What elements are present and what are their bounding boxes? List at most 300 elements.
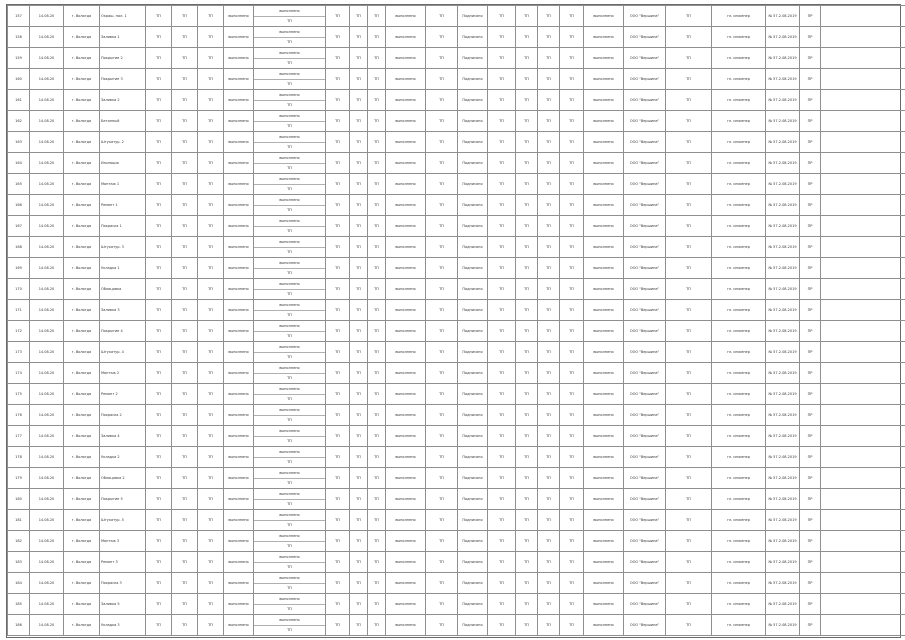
row-code: ПР <box>800 258 821 279</box>
row-date: 14.08.20 <box>30 279 64 300</box>
row-action: выполнено <box>224 258 254 279</box>
table-row <box>8 552 905 573</box>
row-number: 182 <box>8 531 30 552</box>
row-subcell-top: выполнено <box>254 279 325 290</box>
register-table <box>7 5 905 636</box>
row-mark-l: ТП <box>666 489 712 510</box>
row-date: 14.08.20 <box>30 321 64 342</box>
row-responsible: гл. инженер <box>712 594 766 615</box>
row-city: г. Вологда <box>64 174 100 195</box>
row-mark-h: ТП <box>488 27 516 48</box>
row-mark-h: ТП <box>488 552 516 573</box>
row-subcell-bottom: ТП <box>287 19 292 23</box>
row-status: Подписано <box>458 111 488 132</box>
row-action-b: выполнено <box>386 300 426 321</box>
row-mark-k: ТП <box>560 153 584 174</box>
row-date: 14.08.20 <box>30 363 64 384</box>
row-subcell <box>254 321 326 342</box>
row-responsible: гл. инженер <box>712 48 766 69</box>
row-mark-a: ТП <box>146 258 172 279</box>
row-mark-a: ТП <box>146 279 172 300</box>
row-subcell <box>254 216 326 237</box>
row-mark-h: ТП <box>488 195 516 216</box>
row-mark-b: ТП <box>172 279 198 300</box>
row-subcell-top: выполнено <box>254 468 325 479</box>
row-empty <box>821 69 905 90</box>
row-subcell <box>254 6 326 27</box>
row-date: 14.08.20 <box>30 552 64 573</box>
row-mark-g: ТП <box>426 426 458 447</box>
row-mark-f: ТП <box>368 363 386 384</box>
row-supplier: ООО "Вершина" <box>624 132 666 153</box>
row-action: выполнено <box>224 69 254 90</box>
row-mark-e: ТП <box>350 27 368 48</box>
row-status: Подписано <box>458 300 488 321</box>
row-date: 14.08.20 <box>30 153 64 174</box>
row-mark-d: ТП <box>326 489 350 510</box>
row-mark-e: ТП <box>350 573 368 594</box>
row-subcell-bottom: ТП <box>287 523 292 527</box>
row-mark-d: ТП <box>326 300 350 321</box>
row-action-c: выполнено <box>584 279 624 300</box>
row-action-b: выполнено <box>386 279 426 300</box>
row-mark-a: ТП <box>146 90 172 111</box>
row-mark-e: ТП <box>350 90 368 111</box>
row-mark-d: ТП <box>326 384 350 405</box>
row-code: ПР <box>800 447 821 468</box>
row-object: Покраска 2 <box>100 405 146 426</box>
row-mark-g: ТП <box>426 510 458 531</box>
row-mark-a: ТП <box>146 405 172 426</box>
row-action-c: выполнено <box>584 321 624 342</box>
row-subcell <box>254 594 326 615</box>
row-mark-j: ТП <box>538 90 560 111</box>
row-mark-d: ТП <box>326 594 350 615</box>
row-subcell-bottom: ТП <box>287 313 292 317</box>
row-city: г. Вологда <box>64 90 100 111</box>
row-mark-f: ТП <box>368 447 386 468</box>
row-empty <box>821 132 905 153</box>
row-mark-e: ТП <box>350 447 368 468</box>
row-mark-g: ТП <box>426 174 458 195</box>
row-action-b: выполнено <box>386 405 426 426</box>
row-city: г. Вологда <box>64 573 100 594</box>
row-subcell-top: выполнено <box>254 258 325 269</box>
row-mark-i: ТП <box>516 258 538 279</box>
row-subcell-bottom: ТП <box>287 61 292 65</box>
row-empty <box>821 6 905 27</box>
row-mark-i: ТП <box>516 48 538 69</box>
row-mark-h: ТП <box>488 573 516 594</box>
row-code: ПР <box>800 174 821 195</box>
row-empty <box>821 363 905 384</box>
row-mark-l: ТП <box>666 342 712 363</box>
row-mark-a: ТП <box>146 69 172 90</box>
row-subcell-bottom: ТП <box>287 250 292 254</box>
row-city: г. Вологда <box>64 363 100 384</box>
row-empty <box>821 111 905 132</box>
row-code: ПР <box>800 531 821 552</box>
row-supplier: ООО "Вершина" <box>624 279 666 300</box>
row-responsible: гл. инженер <box>712 468 766 489</box>
row-object: Облицовка <box>100 279 146 300</box>
row-date: 14.08.20 <box>30 342 64 363</box>
row-mark-l: ТП <box>666 531 712 552</box>
row-status: Подписано <box>458 573 488 594</box>
row-responsible: гл. инженер <box>712 552 766 573</box>
row-mark-d: ТП <box>326 510 350 531</box>
row-city: г. Вологда <box>64 216 100 237</box>
row-subcell-bottom: ТП <box>287 103 292 107</box>
row-subcell-bottom: ТП <box>287 565 292 569</box>
row-mark-f: ТП <box>368 426 386 447</box>
row-supplier: ООО "Вершина" <box>624 195 666 216</box>
row-mark-g: ТП <box>426 384 458 405</box>
row-mark-f: ТП <box>368 27 386 48</box>
row-mark-j: ТП <box>538 615 560 636</box>
row-mark-k: ТП <box>560 594 584 615</box>
row-mark-l: ТП <box>666 384 712 405</box>
row-mark-i: ТП <box>516 111 538 132</box>
row-action-c: выполнено <box>584 531 624 552</box>
row-mark-k: ТП <box>560 27 584 48</box>
row-status: Подписано <box>458 48 488 69</box>
row-mark-j: ТП <box>538 594 560 615</box>
row-action-b: выполнено <box>386 468 426 489</box>
row-mark-j: ТП <box>538 153 560 174</box>
row-action: выполнено <box>224 489 254 510</box>
row-mark-g: ТП <box>426 321 458 342</box>
row-empty <box>821 552 905 573</box>
row-object: Заливка 3 <box>100 300 146 321</box>
row-mark-i: ТП <box>516 384 538 405</box>
row-empty <box>821 615 905 636</box>
row-mark-f: ТП <box>368 489 386 510</box>
row-mark-i: ТП <box>516 489 538 510</box>
row-action-c: выполнено <box>584 237 624 258</box>
row-mark-g: ТП <box>426 300 458 321</box>
row-status: Подписано <box>458 510 488 531</box>
row-object: Штукатур. 4 <box>100 342 146 363</box>
row-reference: № 57.2.08.2019 <box>766 405 800 426</box>
row-mark-i: ТП <box>516 552 538 573</box>
row-mark-e: ТП <box>350 468 368 489</box>
row-mark-f: ТП <box>368 237 386 258</box>
row-mark-i: ТП <box>516 174 538 195</box>
row-action: выполнено <box>224 279 254 300</box>
row-mark-e: ТП <box>350 69 368 90</box>
row-supplier: ООО "Вершина" <box>624 111 666 132</box>
row-subcell-top: выполнено <box>254 321 325 332</box>
row-mark-d: ТП <box>326 615 350 636</box>
row-mark-j: ТП <box>538 468 560 489</box>
row-mark-c: ТП <box>198 195 224 216</box>
table-row <box>8 426 905 447</box>
row-mark-e: ТП <box>350 300 368 321</box>
row-reference: № 57.2.08.2019 <box>766 195 800 216</box>
row-action: выполнено <box>224 195 254 216</box>
row-number: 162 <box>8 111 30 132</box>
row-subcell <box>254 90 326 111</box>
row-mark-d: ТП <box>326 27 350 48</box>
row-subcell <box>254 69 326 90</box>
row-empty <box>821 573 905 594</box>
row-mark-c: ТП <box>198 69 224 90</box>
row-mark-b: ТП <box>172 300 198 321</box>
row-reference: № 57.2.08.2019 <box>766 27 800 48</box>
row-mark-c: ТП <box>198 279 224 300</box>
row-number: 176 <box>8 405 30 426</box>
row-mark-g: ТП <box>426 531 458 552</box>
row-action-b: выполнено <box>386 615 426 636</box>
row-mark-i: ТП <box>516 300 538 321</box>
row-action-b: выполнено <box>386 237 426 258</box>
row-mark-k: ТП <box>560 174 584 195</box>
row-responsible: гл. инженер <box>712 384 766 405</box>
row-mark-i: ТП <box>516 615 538 636</box>
row-mark-b: ТП <box>172 342 198 363</box>
row-mark-c: ТП <box>198 237 224 258</box>
row-supplier: ООО "Вершина" <box>624 405 666 426</box>
row-action: выполнено <box>224 405 254 426</box>
row-mark-e: ТП <box>350 111 368 132</box>
row-mark-b: ТП <box>172 552 198 573</box>
table-row <box>8 489 905 510</box>
row-code: ПР <box>800 405 821 426</box>
row-mark-h: ТП <box>488 363 516 384</box>
row-mark-i: ТП <box>516 363 538 384</box>
row-subcell-bottom: ТП <box>287 481 292 485</box>
row-mark-a: ТП <box>146 237 172 258</box>
row-mark-h: ТП <box>488 405 516 426</box>
row-reference: № 57.2.08.2019 <box>766 489 800 510</box>
row-mark-j: ТП <box>538 111 560 132</box>
row-mark-d: ТП <box>326 195 350 216</box>
row-mark-c: ТП <box>198 594 224 615</box>
row-code: ПР <box>800 27 821 48</box>
row-status: Подписано <box>458 6 488 27</box>
row-mark-b: ТП <box>172 27 198 48</box>
row-responsible: гл. инженер <box>712 90 766 111</box>
row-mark-a: ТП <box>146 573 172 594</box>
row-mark-k: ТП <box>560 321 584 342</box>
row-mark-e: ТП <box>350 321 368 342</box>
row-mark-a: ТП <box>146 531 172 552</box>
row-mark-c: ТП <box>198 174 224 195</box>
table-row <box>8 153 905 174</box>
row-mark-c: ТП <box>198 510 224 531</box>
row-action-c: выполнено <box>584 111 624 132</box>
row-mark-j: ТП <box>538 258 560 279</box>
document-sheet <box>6 4 901 638</box>
row-mark-c: ТП <box>198 405 224 426</box>
row-mark-g: ТП <box>426 447 458 468</box>
row-subcell-top: выполнено <box>254 174 325 185</box>
row-subcell-bottom: ТП <box>287 229 292 233</box>
row-mark-j: ТП <box>538 405 560 426</box>
row-number: 181 <box>8 510 30 531</box>
row-mark-f: ТП <box>368 195 386 216</box>
row-mark-g: ТП <box>426 6 458 27</box>
row-city: г. Вологда <box>64 69 100 90</box>
row-supplier: ООО "Вершина" <box>624 69 666 90</box>
row-mark-e: ТП <box>350 363 368 384</box>
table-row <box>8 27 905 48</box>
row-mark-f: ТП <box>368 6 386 27</box>
row-city: г. Вологда <box>64 195 100 216</box>
row-mark-d: ТП <box>326 531 350 552</box>
row-supplier: ООО "Вершина" <box>624 6 666 27</box>
row-mark-l: ТП <box>666 48 712 69</box>
row-mark-c: ТП <box>198 363 224 384</box>
row-subcell <box>254 258 326 279</box>
row-mark-d: ТП <box>326 447 350 468</box>
row-subcell <box>254 426 326 447</box>
row-supplier: ООО "Вершина" <box>624 174 666 195</box>
row-mark-c: ТП <box>198 153 224 174</box>
row-mark-c: ТП <box>198 6 224 27</box>
table-row <box>8 132 905 153</box>
row-mark-b: ТП <box>172 216 198 237</box>
row-action: выполнено <box>224 90 254 111</box>
row-responsible: гл. инженер <box>712 405 766 426</box>
row-action-b: выполнено <box>386 258 426 279</box>
row-mark-d: ТП <box>326 468 350 489</box>
row-mark-e: ТП <box>350 531 368 552</box>
row-empty <box>821 174 905 195</box>
row-empty <box>821 195 905 216</box>
row-subcell-top: выполнено <box>254 216 325 227</box>
row-mark-b: ТП <box>172 237 198 258</box>
row-code: ПР <box>800 384 821 405</box>
row-mark-c: ТП <box>198 27 224 48</box>
row-mark-d: ТП <box>326 258 350 279</box>
row-action: выполнено <box>224 27 254 48</box>
row-action-c: выполнено <box>584 405 624 426</box>
row-mark-k: ТП <box>560 132 584 153</box>
row-responsible: гл. инженер <box>712 342 766 363</box>
row-object: Бетонный <box>100 111 146 132</box>
row-subcell <box>254 48 326 69</box>
row-date: 14.08.20 <box>30 216 64 237</box>
row-reference: № 57.2.08.2019 <box>766 552 800 573</box>
row-empty <box>821 594 905 615</box>
row-city: г. Вологда <box>64 6 100 27</box>
row-date: 14.08.20 <box>30 510 64 531</box>
row-mark-k: ТП <box>560 48 584 69</box>
row-code: ПР <box>800 111 821 132</box>
row-mark-d: ТП <box>326 153 350 174</box>
row-mark-e: ТП <box>350 342 368 363</box>
row-mark-k: ТП <box>560 216 584 237</box>
row-mark-h: ТП <box>488 447 516 468</box>
row-mark-e: ТП <box>350 552 368 573</box>
row-code: ПР <box>800 426 821 447</box>
row-mark-g: ТП <box>426 90 458 111</box>
table-row <box>8 405 905 426</box>
row-empty <box>821 426 905 447</box>
row-number: 160 <box>8 69 30 90</box>
row-action: выполнено <box>224 237 254 258</box>
row-empty <box>821 90 905 111</box>
row-action-b: выполнено <box>386 552 426 573</box>
row-mark-a: ТП <box>146 300 172 321</box>
row-code: ПР <box>800 573 821 594</box>
row-subcell <box>254 531 326 552</box>
row-reference: № 57.2.08.2019 <box>766 531 800 552</box>
row-mark-d: ТП <box>326 279 350 300</box>
row-action: выполнено <box>224 300 254 321</box>
row-reference: № 57.2.08.2019 <box>766 48 800 69</box>
row-date: 14.08.20 <box>30 468 64 489</box>
row-responsible: гл. инженер <box>712 447 766 468</box>
row-mark-k: ТП <box>560 615 584 636</box>
row-mark-k: ТП <box>560 447 584 468</box>
row-responsible: гл. инженер <box>712 258 766 279</box>
row-city: г. Вологда <box>64 300 100 321</box>
row-mark-i: ТП <box>516 237 538 258</box>
row-action-c: выполнено <box>584 447 624 468</box>
row-mark-l: ТП <box>666 237 712 258</box>
row-subcell-top: выполнено <box>254 363 325 374</box>
row-date: 14.08.20 <box>30 237 64 258</box>
row-subcell-bottom: ТП <box>287 418 292 422</box>
row-number: 175 <box>8 384 30 405</box>
row-mark-a: ТП <box>146 510 172 531</box>
row-action: выполнено <box>224 48 254 69</box>
row-date: 14.08.20 <box>30 69 64 90</box>
row-status: Подписано <box>458 552 488 573</box>
row-empty <box>821 258 905 279</box>
row-action-c: выполнено <box>584 426 624 447</box>
row-status: Подписано <box>458 426 488 447</box>
row-mark-k: ТП <box>560 69 584 90</box>
row-object: Заливка 2 <box>100 90 146 111</box>
row-status: Подписано <box>458 279 488 300</box>
row-empty <box>821 510 905 531</box>
row-object: Ремонт 2 <box>100 384 146 405</box>
row-object: Ремонт 3 <box>100 552 146 573</box>
row-mark-c: ТП <box>198 48 224 69</box>
row-mark-d: ТП <box>326 363 350 384</box>
row-date: 14.08.20 <box>30 489 64 510</box>
row-mark-b: ТП <box>172 174 198 195</box>
table-row <box>8 363 905 384</box>
row-subcell <box>254 384 326 405</box>
table-row <box>8 531 905 552</box>
row-date: 14.08.20 <box>30 405 64 426</box>
row-mark-j: ТП <box>538 573 560 594</box>
row-action-c: выполнено <box>584 258 624 279</box>
row-subcell-bottom: ТП <box>287 292 292 296</box>
row-subcell-top: выполнено <box>254 27 325 38</box>
row-object: Монтаж 1 <box>100 174 146 195</box>
row-mark-i: ТП <box>516 6 538 27</box>
row-subcell-bottom: ТП <box>287 586 292 590</box>
row-mark-e: ТП <box>350 594 368 615</box>
row-mark-i: ТП <box>516 216 538 237</box>
row-status: Подписано <box>458 90 488 111</box>
row-number: 161 <box>8 90 30 111</box>
row-mark-d: ТП <box>326 405 350 426</box>
row-empty <box>821 384 905 405</box>
row-object: Покрытие 4 <box>100 321 146 342</box>
row-action-b: выполнено <box>386 321 426 342</box>
row-action-c: выполнено <box>584 27 624 48</box>
row-code: ПР <box>800 468 821 489</box>
row-object: Укладка 1 <box>100 258 146 279</box>
row-mark-e: ТП <box>350 384 368 405</box>
